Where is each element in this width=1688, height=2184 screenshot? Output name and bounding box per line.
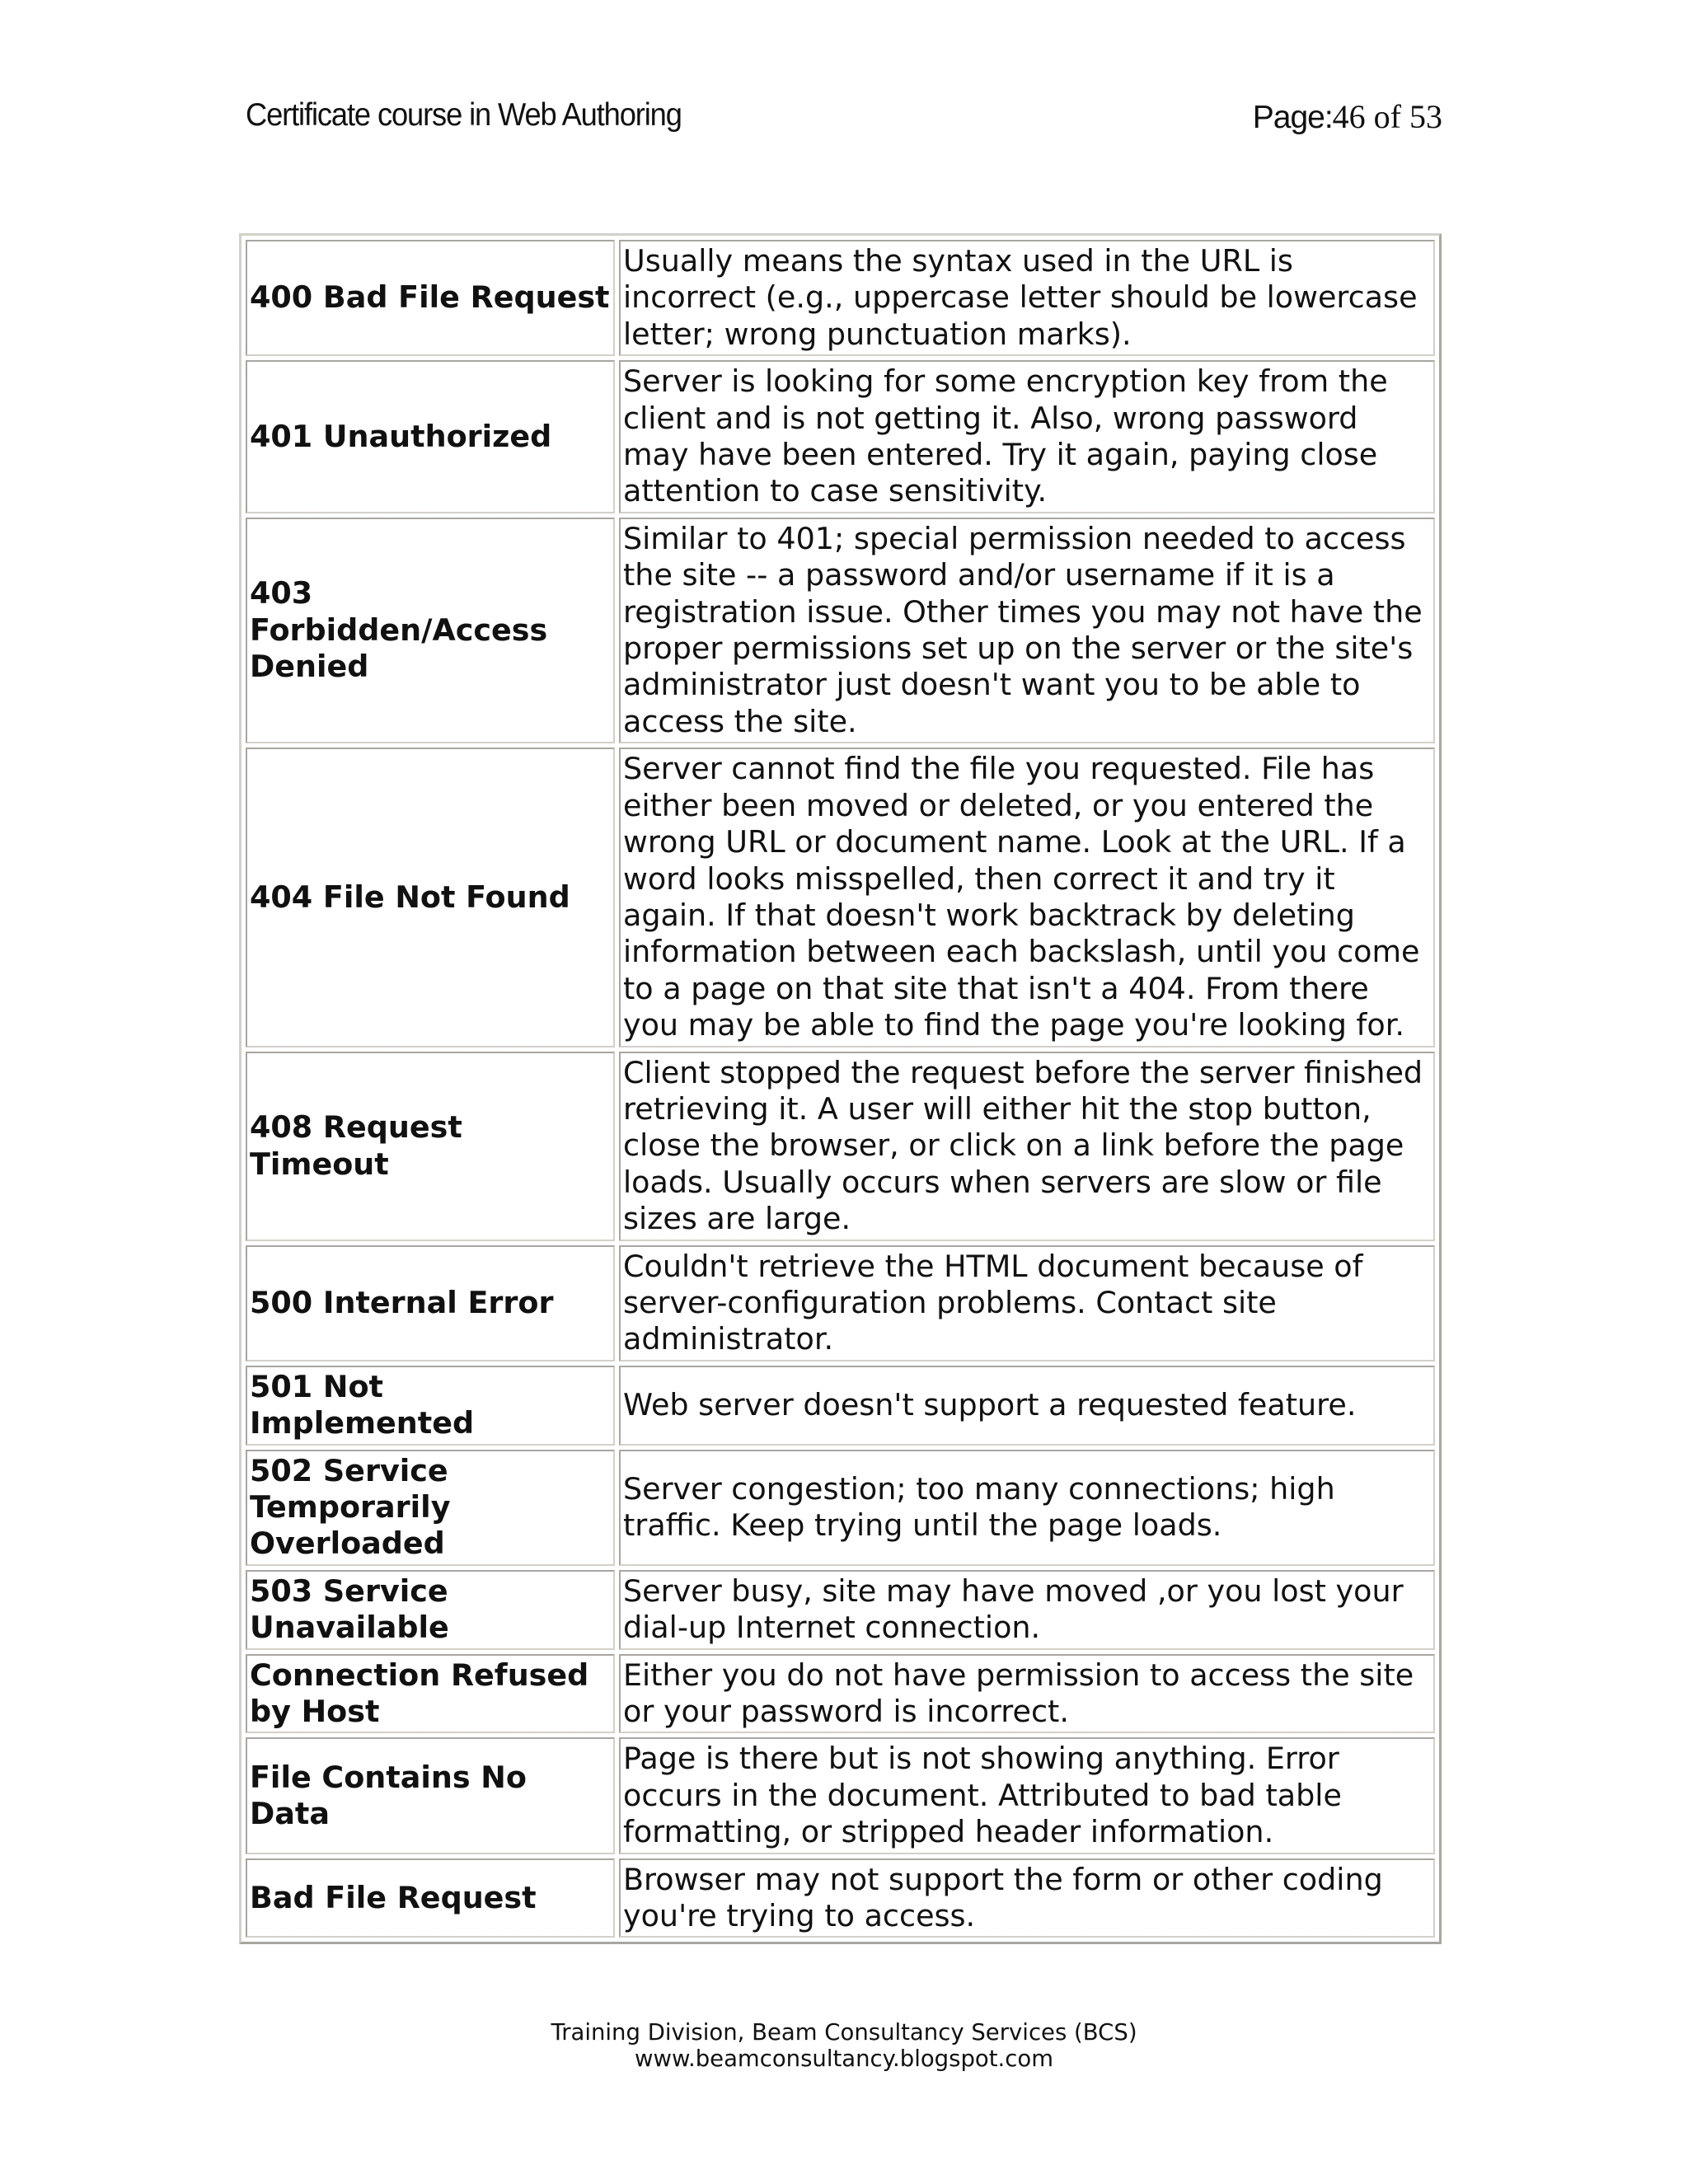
error-description-cell: Server is looking for some encryption key from the client and is not getting it. Also, wrong password may have been entered. Try it again, paying close attention to case sensitivity. (619, 360, 1435, 513)
page-footer (0, 2019, 1688, 2072)
error-code-cell: 400 Bad File Request (246, 240, 615, 356)
error-description-cell: Web server doesn't support a requested feature. (619, 1366, 1435, 1446)
page-value: 46 of 53 (1332, 98, 1442, 135)
error-description-cell: Couldn't retrieve the HTML document because of server-configuration problems. Contact site administrator. (619, 1245, 1435, 1361)
error-code-cell: 403 Forbidden/Access Denied (246, 518, 615, 743)
table-row (246, 1366, 1435, 1446)
page-number (1253, 97, 1442, 136)
error-codes-table (239, 233, 1442, 1944)
page-header (246, 97, 1442, 138)
table-row (246, 518, 1435, 743)
error-description-cell: Similar to 401; special permission needed to access the site -- a password and/or username if it is a registration issue. Other times you may not have the proper permissions set up on the server or the site's administrator just doesn't want you to be able to access the site. (619, 518, 1435, 743)
error-code-cell: 503 Service Unavailable (246, 1570, 615, 1650)
error-description-cell: Server busy, site may have moved ,or you lost your dial-up Internet connection. (619, 1570, 1435, 1650)
table-row (246, 360, 1435, 513)
footer-organization: Training Division, Beam Consultancy Services (BCS) (551, 2019, 1137, 2046)
error-description-cell: Either you do not have permission to access the site or your password is incorrect. (619, 1654, 1435, 1734)
error-description-cell: Client stopped the request before the server finished retrieving it. A user will either hit the stop button, close the browser, or click on a link before the page loads. Usually occurs when servers are slow or file sizes are large. (619, 1052, 1435, 1241)
error-code-cell: Connection Refused by Host (246, 1654, 615, 1734)
table-row (246, 1450, 1435, 1566)
table-row (246, 1654, 1435, 1734)
table-row (246, 240, 1435, 356)
error-code-cell: File Contains No Data (246, 1737, 615, 1854)
error-description-cell: Usually means the syntax used in the URL is incorrect (e.g., uppercase letter should be lowercase letter; wrong punctuation marks). (619, 240, 1435, 356)
table-row (246, 1737, 1435, 1854)
error-codes-table-body (246, 240, 1435, 1938)
error-code-cell: 500 Internal Error (246, 1245, 615, 1361)
error-code-cell: 401 Unauthorized (246, 360, 615, 513)
course-title: Certificate course in Web Authoring (246, 97, 682, 133)
error-code-cell: 502 Service Temporarily Overloaded (246, 1450, 615, 1566)
table-row (246, 748, 1435, 1047)
error-description-cell: Browser may not support the form or other coding you're trying to access. (619, 1858, 1435, 1938)
table-row (246, 1858, 1435, 1938)
error-description-cell: Page is there but is not showing anything. Error occurs in the document. Attributed to bad table formatting, or stripped header information. (619, 1737, 1435, 1854)
error-description-cell: Server congestion; too many connections; high traffic. Keep trying until the page loads. (619, 1450, 1435, 1566)
error-code-cell: 404 File Not Found (246, 748, 615, 1047)
error-description-cell: Server cannot find the file you requested. File has either been moved or deleted, or you entered the wrong URL or document name. Look at the URL. If a word looks misspelled, then correct it and try it again. If that doesn't work backtrack by deleting information between each backslash, until you come to a page on that site that isn't a 404. From there you may be able to find the page you're looking for. (619, 748, 1435, 1047)
footer-website: www.beamconsultancy.blogspot.com (635, 2046, 1053, 2072)
table-row (246, 1570, 1435, 1650)
table-row (246, 1245, 1435, 1361)
table-row (246, 1052, 1435, 1241)
error-code-cell: 501 Not Implemented (246, 1366, 615, 1446)
error-code-cell: Bad File Request (246, 1858, 615, 1938)
page-label: Page: (1252, 100, 1333, 135)
error-code-cell: 408 Request Timeout (246, 1052, 615, 1241)
